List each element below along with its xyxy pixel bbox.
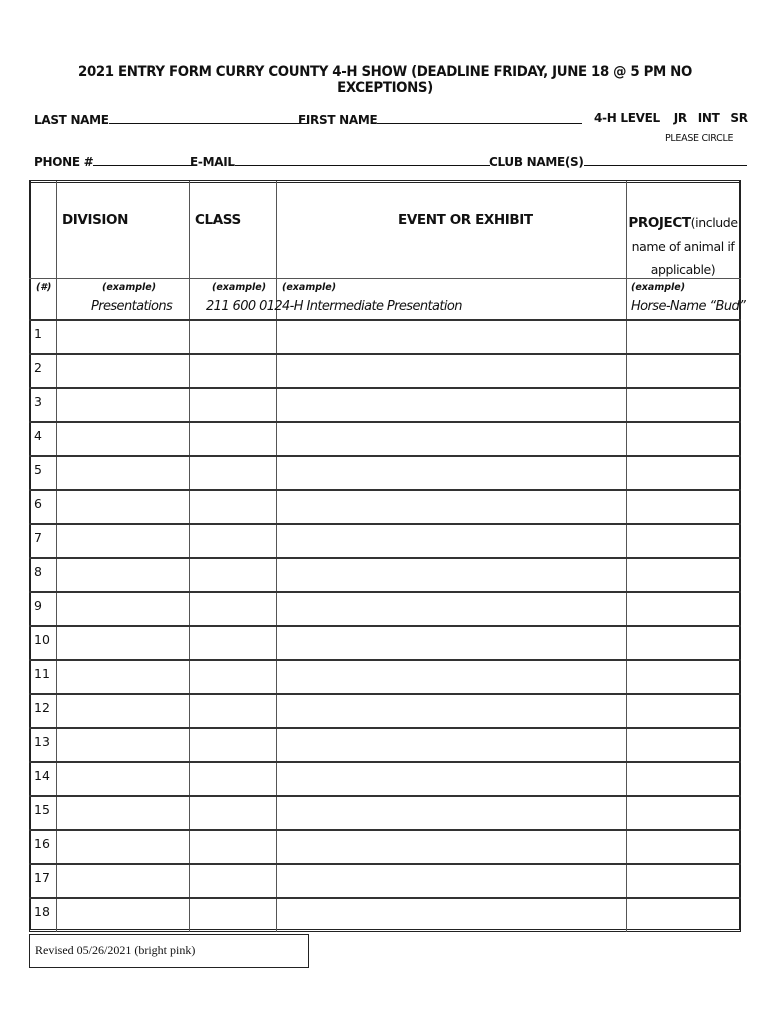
- row-divider: [29, 693, 741, 695]
- row-number: 17: [34, 870, 50, 885]
- class-header: CLASS: [195, 212, 241, 228]
- revision-note: Revised 05/26/2021 (bright pink): [29, 934, 309, 968]
- example-division: Presentations: [91, 299, 173, 314]
- row-number: 14: [34, 768, 50, 783]
- club-row: [489, 153, 747, 169]
- row-number: 4: [34, 428, 42, 443]
- row-divider: [29, 659, 741, 661]
- row-divider: [29, 727, 741, 729]
- row-divider: [29, 625, 741, 627]
- example-label-division: (example): [102, 282, 157, 293]
- row-divider: [29, 795, 741, 797]
- row-divider: [29, 829, 741, 831]
- first-name-field[interactable]: [377, 111, 582, 124]
- project-header: [628, 211, 738, 281]
- row-number: 18: [34, 904, 50, 919]
- row-divider: [29, 455, 741, 457]
- first-name-label: FIRST NAME: [298, 113, 378, 127]
- example-label-class: (example): [212, 282, 267, 293]
- row-number: 16: [34, 836, 50, 851]
- example-project: Horse-Name “Bud”: [631, 299, 746, 314]
- level-row: [594, 111, 748, 125]
- row-divider: [29, 319, 741, 321]
- row-divider: [29, 557, 741, 559]
- last-name-row: [34, 111, 309, 127]
- example-class: 211 600 012: [206, 299, 283, 314]
- row-number: 9: [34, 598, 42, 613]
- row-number: 15: [34, 802, 50, 817]
- club-label: CLUB NAME(S): [489, 155, 584, 169]
- project-header-note-1: (include: [690, 215, 738, 230]
- row-divider: [29, 421, 741, 423]
- row-number: 10: [34, 632, 50, 647]
- row-number: 8: [34, 564, 42, 579]
- email-field[interactable]: [235, 153, 490, 166]
- number-header: (#): [36, 282, 52, 293]
- row-divider: [29, 353, 741, 355]
- row-number: 13: [34, 734, 50, 749]
- row-number: 1: [34, 326, 42, 341]
- row-divider: [29, 863, 741, 865]
- email-row: [190, 153, 490, 169]
- level-label: 4-H LEVEL: [594, 111, 660, 125]
- project-header-note-3: applicable): [650, 262, 716, 277]
- row-number: 6: [34, 496, 42, 511]
- last-name-field[interactable]: [109, 111, 309, 124]
- please-circle-note: PLEASE CIRCLE: [665, 133, 734, 144]
- division-header: DIVISION: [62, 212, 129, 228]
- project-header-note-2: name of animal if: [631, 239, 735, 254]
- form-title: 2021 ENTRY FORM CURRY COUNTY 4-H SHOW (DEADLINE FRIDAY, JUNE 18 @ 5 PM NO EXCEPTIONS): [78, 64, 692, 96]
- row-divider: [29, 897, 741, 899]
- row-divider: [29, 523, 741, 525]
- example-label-event: (example): [282, 282, 337, 293]
- row-number: 2: [34, 360, 42, 375]
- email-label: E-MAIL: [190, 155, 235, 169]
- level-sr-option[interactable]: SR: [730, 111, 748, 125]
- row-number: 5: [34, 462, 42, 477]
- phone-label: PHONE #: [34, 155, 94, 169]
- row-number: 3: [34, 394, 42, 409]
- project-header-bold: PROJECT: [628, 215, 691, 231]
- row-number: 7: [34, 530, 42, 545]
- row-divider: [29, 387, 741, 389]
- row-divider: [29, 761, 741, 763]
- row-number: 11: [34, 666, 50, 681]
- row-number: 12: [34, 700, 50, 715]
- event-header: EVENT OR EXHIBIT: [398, 212, 533, 228]
- first-name-row: [298, 111, 582, 127]
- phone-row: [34, 153, 193, 169]
- example-label-project: (example): [631, 282, 686, 293]
- level-jr-option[interactable]: JR: [673, 111, 687, 125]
- level-int-option[interactable]: INT: [697, 111, 720, 125]
- example-event: 4-H Intermediate Presentation: [282, 299, 462, 314]
- phone-field[interactable]: [93, 153, 193, 166]
- row-divider: [29, 591, 741, 593]
- last-name-label: LAST NAME: [34, 113, 109, 127]
- row-divider: [29, 489, 741, 491]
- club-field[interactable]: [584, 153, 747, 166]
